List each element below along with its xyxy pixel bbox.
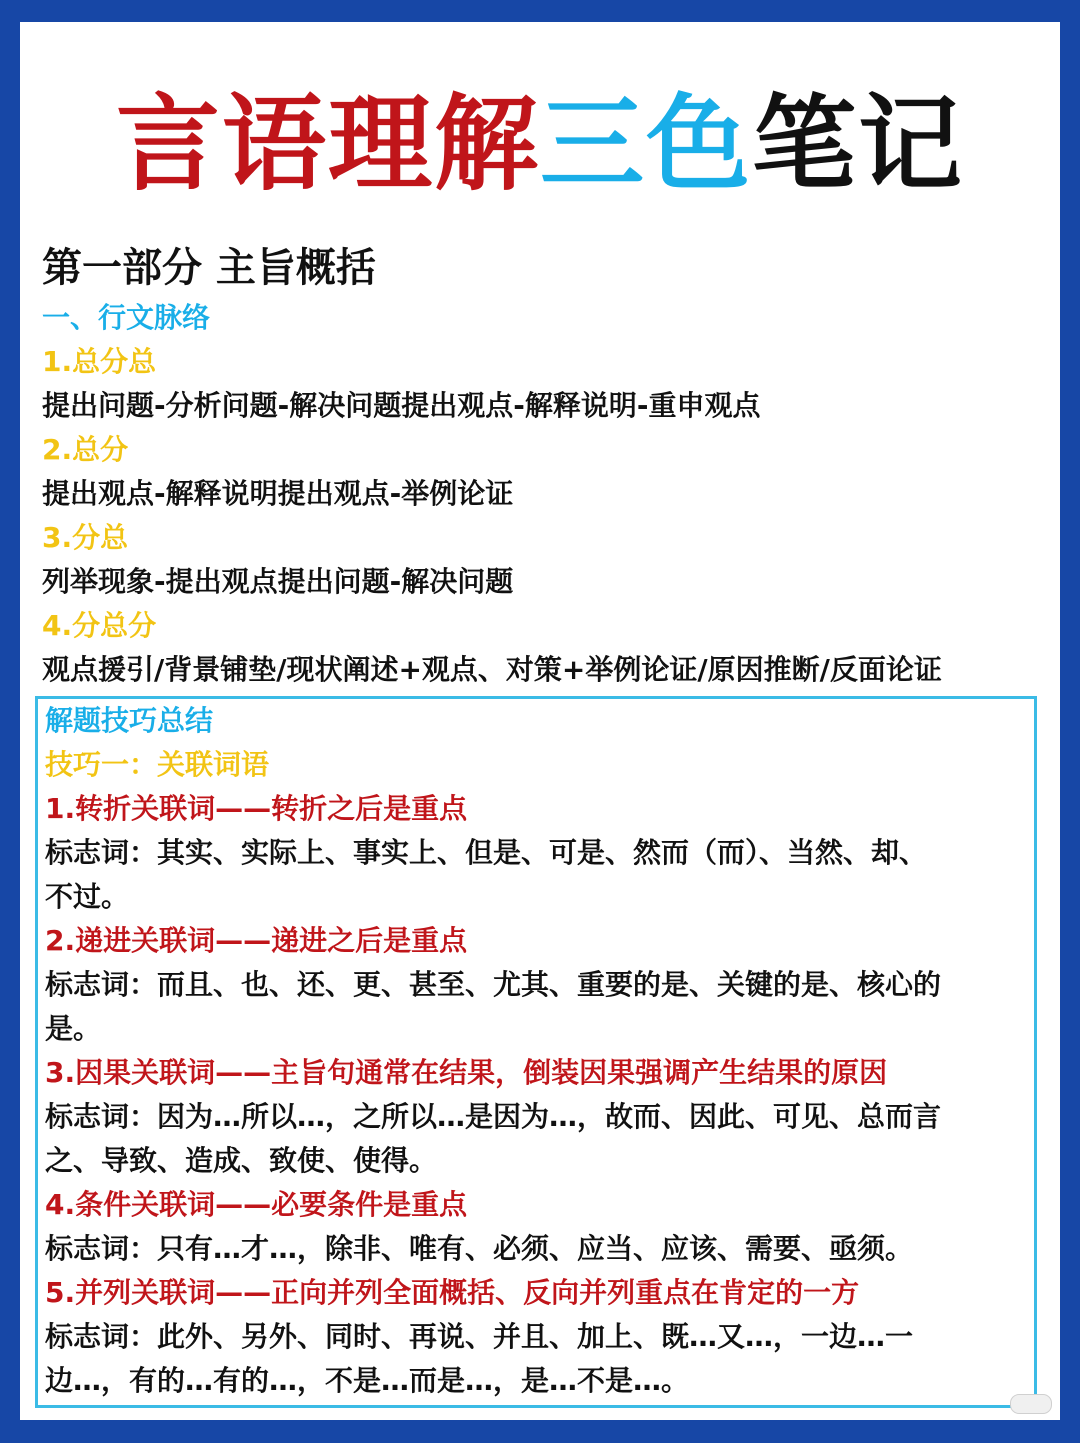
structure-label: 1.总分总 [42, 345, 157, 378]
title-part-red: 言语理解 [115, 83, 540, 205]
page-title [20, 83, 1060, 205]
tips-box [35, 696, 1037, 1408]
note-card [20, 22, 1060, 1420]
structure-label: 2.总分 [42, 433, 129, 466]
conjunction-label: 1.转折关联词——转折之后是重点 [45, 792, 468, 825]
section-subheading: 一、行文脉络 [42, 301, 211, 334]
keyword-line: 边…，有的…有的…，不是…而是…，是…不是…。 [45, 1364, 690, 1397]
conjunction-label: 3.因果关联词——主旨句通常在结果，倒装因果强调产生结果的原因 [45, 1056, 888, 1089]
keyword-line: 标志词：因为…所以…，之所以…是因为…，故而、因此、可见、总而言 [45, 1100, 942, 1133]
structure-label: 3.分总 [42, 521, 129, 554]
title-part-black: 笔记 [752, 83, 965, 205]
keyword-line: 是。 [45, 1012, 102, 1045]
keyword-line: 标志词：只有…才…，除非、唯有、必须、应当、应该、需要、亟须。 [45, 1232, 914, 1265]
note-content [42, 244, 1052, 1408]
structure-text: 观点援引/背景铺垫/现状阐述+观点、对策+举例论证/原因推断/反面论证 [42, 653, 942, 686]
structure-text: 列举现象-提出观点提出问题-解决问题 [42, 565, 514, 598]
tips-subheading: 技巧一：关联词语 [45, 748, 270, 781]
title-part-blue: 三色 [539, 83, 752, 205]
structure-text: 提出观点-解释说明提出观点-举例论证 [42, 477, 514, 510]
watermark-badge [1010, 1394, 1052, 1414]
conjunction-label: 4.条件关联词——必要条件是重点 [45, 1188, 468, 1221]
keyword-line: 标志词：其实、实际上、事实上、但是、可是、然而（而）、当然、却、 [45, 836, 928, 869]
conjunction-label: 5.并列关联词——正向并列全面概括、反向并列重点在肯定的一方 [45, 1276, 860, 1309]
keyword-line: 标志词：此外、另外、同时、再说、并且、加上、既…又…，一边…一 [45, 1320, 914, 1353]
conjunction-label: 2.递进关联词——递进之后是重点 [45, 924, 468, 957]
structure-text: 提出问题-分析问题-解决问题提出观点-解释说明-重申观点 [42, 389, 761, 422]
part-heading: 第一部分 主旨概括 [42, 245, 376, 291]
keyword-line: 标志词：而且、也、还、更、甚至、尤其、重要的是、关键的是、核心的 [45, 968, 942, 1001]
structure-label: 4.分总分 [42, 609, 157, 642]
tips-heading: 解题技巧总结 [45, 704, 214, 737]
keyword-line: 不过。 [45, 880, 130, 913]
keyword-line: 之、导致、造成、致使、使得。 [45, 1144, 438, 1177]
